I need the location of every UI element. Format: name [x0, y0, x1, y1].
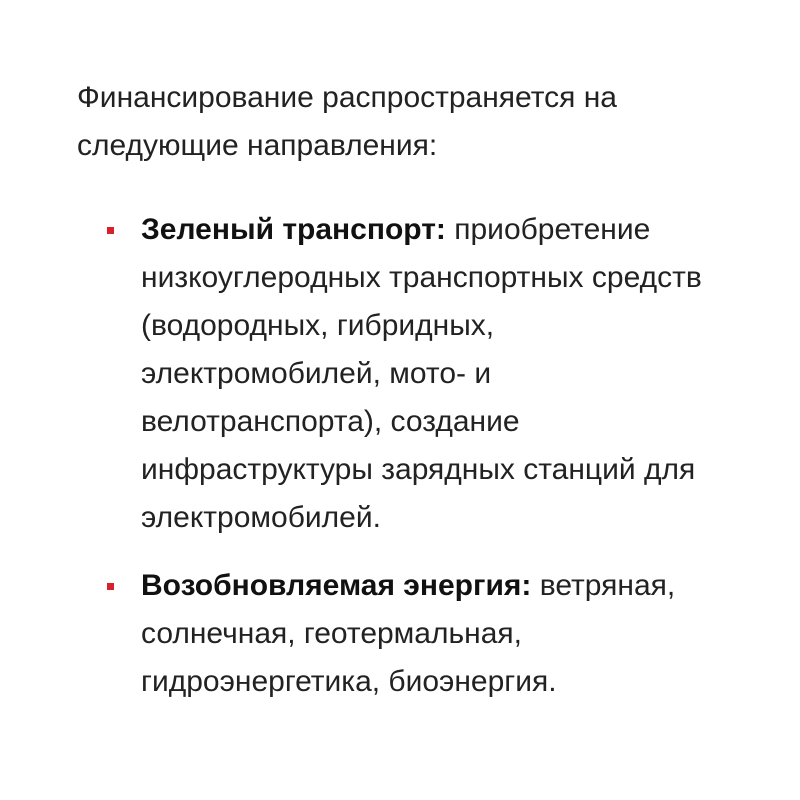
intro-paragraph: Финансирование распространяется на следующие направления: [77, 81, 617, 162]
document-body [77, 74, 737, 726]
item-text: ветряная, солнечная, геотермальная, гидроэнергетика, биоэнергия. [141, 569, 676, 698]
list-item-renewable-energy [77, 562, 737, 706]
item-text: приобретение низкоуглеродных транспортных средств (водородных, гибридных, электромобилей, мото- и велотранспорта), создание инфраструктуры зарядных станций для электромобилей. [141, 213, 702, 534]
bullet-square-icon [107, 583, 114, 590]
item-term: Зеленый транспорт: [141, 213, 446, 246]
bullet-square-icon [107, 227, 114, 234]
list-item-green-transport [77, 206, 737, 542]
bullet-list [77, 206, 737, 706]
item-term: Возобновляемая энергия: [141, 569, 532, 602]
